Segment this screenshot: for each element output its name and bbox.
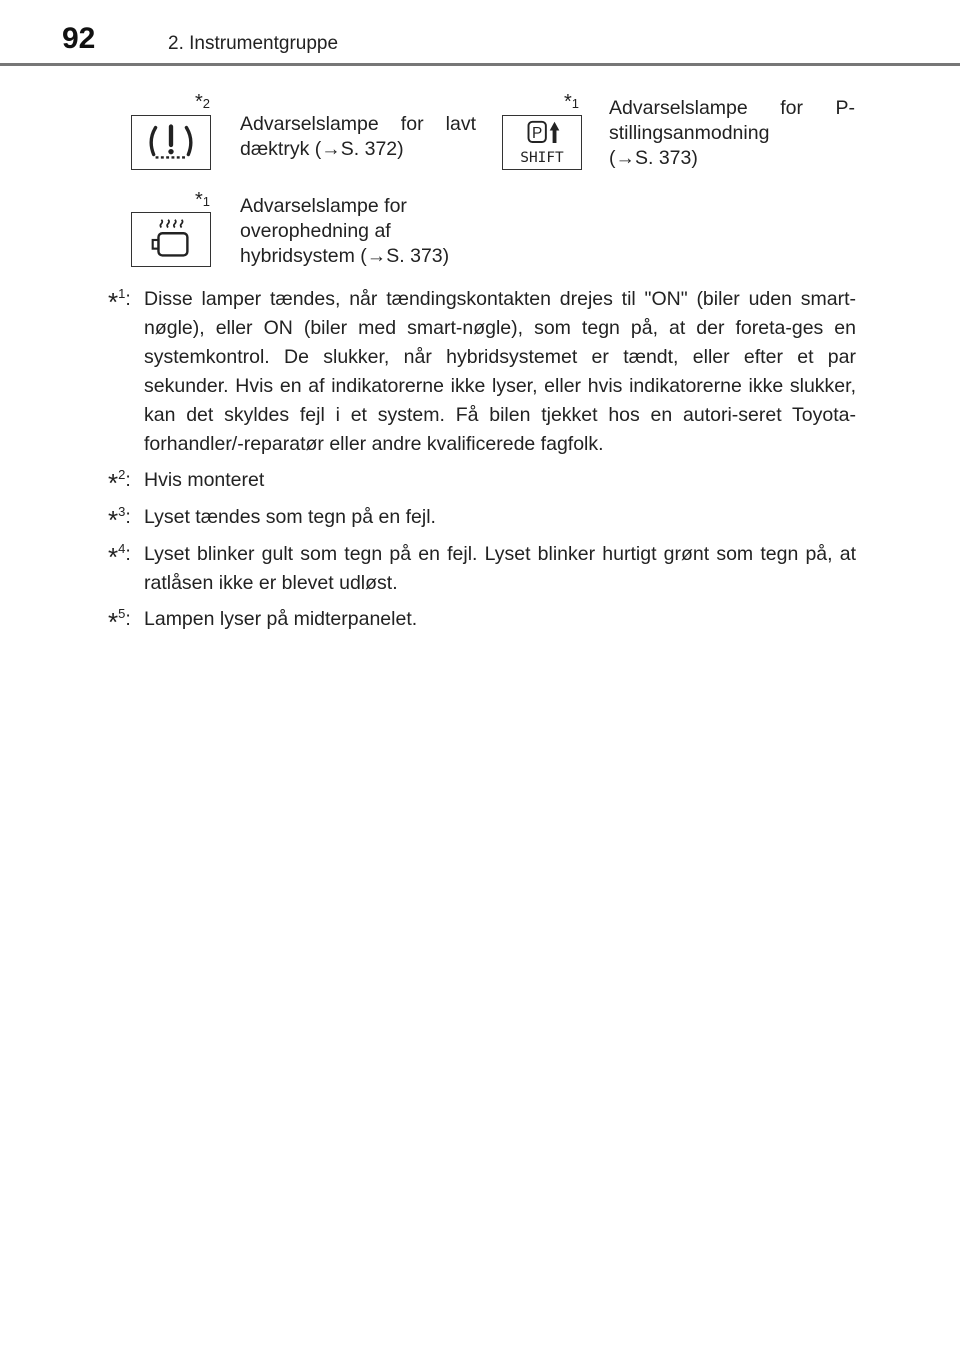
footnote-2: *$^2$: Hvis monteret <box>108 466 856 496</box>
page-number: 92 <box>62 22 96 55</box>
footnote-ref-1: *$^2$ <box>195 91 211 113</box>
shift-label: SHIFT <box>520 150 564 167</box>
footnote-ref-2: *$^1$ <box>564 91 580 113</box>
p-shift-warning-icon <box>502 115 582 170</box>
section-title: 2. Instrumentgruppe <box>168 33 339 54</box>
footnotes <box>108 285 856 642</box>
footnote-text: Lampen lyser på midterpanelet. <box>144 608 418 630</box>
footnote-1: *$^1$: Disse lamper tændes, når tændingskontakten drejes til "ON" (biler uden smart-nøgle), eller ON (biler med smart-nøgle), som tegn på, at der foreta-ges en systemkontrol. De slukker, når hybridsystemet er tændt, eller efter et par sekunder. Hvis en af indikatorerne ikke lyser, eller hvis indikatorerne ikke slukker, kan det skyldes fejl i et system. Få bilen tjekket hos en autori-seret Toyota-forhandler/-reparatør eller andre kvalificerede fagfolk. <box>108 285 856 459</box>
indicator-description-3: Advarselslampe for overophedning af hybridsystem (→S. 373) <box>240 195 450 267</box>
footnote-5: *$^5$: Lampen lyser på midterpanelet. <box>108 605 856 635</box>
footnote-4: *$^4$: Lyset blinker gult som tegn på en fejl. Lyset blinker hurtigt grønt som tegn på, at ratlåsen ikke er blevet udløst. <box>108 540 856 598</box>
hybrid-system-overheat-icon <box>131 212 211 267</box>
p-label: P <box>532 125 543 143</box>
header-rule <box>0 63 960 66</box>
footnote-text: Hvis monteret <box>144 469 265 491</box>
indicator-description-2: Advarselslampe for P- stillingsanmodning (→S. 373) <box>609 97 855 169</box>
footnote-ref-3: *$^1$ <box>195 189 211 211</box>
footnote-text: Lyset tændes som tegn på en fejl. <box>144 506 436 528</box>
footnote-text: Lyset blinker gult som tegn på en fejl. Lyset blinker hurtigt grønt som tegn på, at ratlåsen ikke er blevet udløst. <box>144 543 856 594</box>
footnote-text: Disse lamper tændes, når tændingskontakten drejes til "ON" (biler uden smart-nøgle), eller ON (biler med smart-nøgle), som tegn på, at der foreta-ges en systemkontrol. De slukker, når hybridsystemet er tændt, eller efter et par sekunder. Hvis en af indikatorerne ikke lyser, eller hvis indikatorerne ikke slukker, kan det skyldes fejl i et system. Få bilen tjekket hos en autori-seret Toyota-forhandler/-reparatør eller andre kvalificerede fagfolk. <box>144 288 856 455</box>
indicator-description-1: Advarselslampe for lavt dæktryk (→S. 372) <box>240 113 476 160</box>
tire-pressure-warning-icon <box>131 115 211 170</box>
footnote-3: *$^3$: Lyset tændes som tegn på en fejl. <box>108 503 856 533</box>
